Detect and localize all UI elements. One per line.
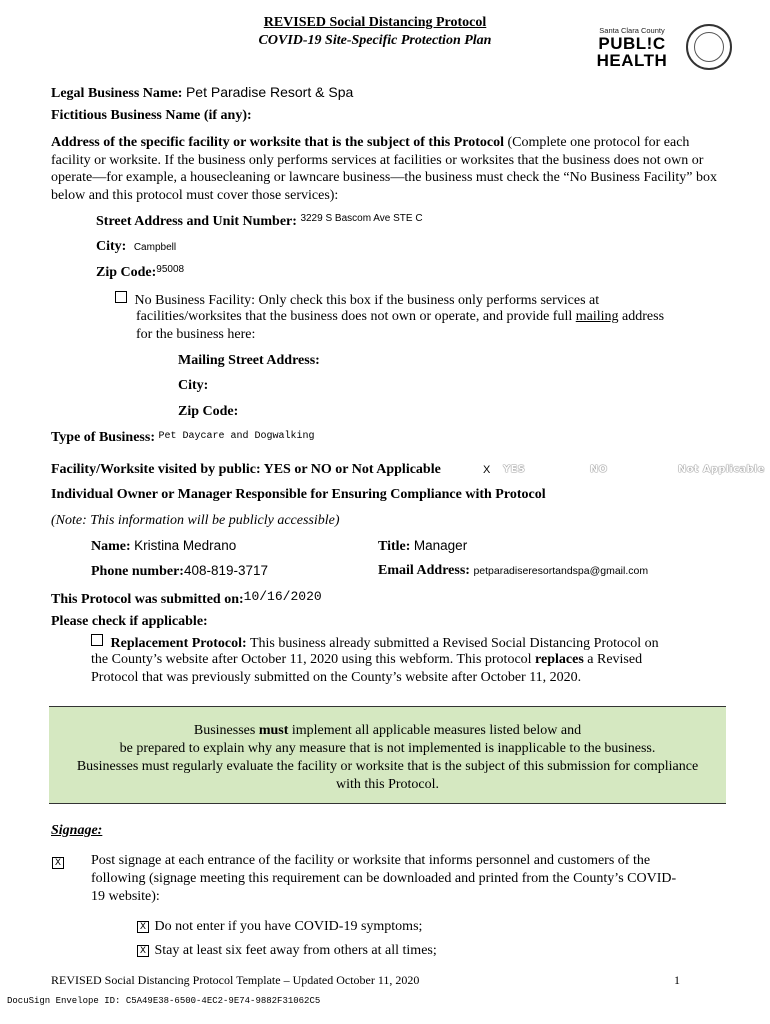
phone-value[interactable]: 408-819-3717 xyxy=(183,563,269,578)
compliance-notice xyxy=(49,706,726,804)
notice-line-4: with this Protocol. xyxy=(335,777,440,792)
replacement-text-2a: the County’s website after October 11, 2020 using this webform. This protocol xyxy=(91,652,536,667)
business-type-row xyxy=(51,430,315,446)
street-value[interactable]: 3229 S Bascom Ave STE C xyxy=(300,213,423,224)
email-label: Email Address: xyxy=(378,563,470,578)
docusign-envelope-id: DocuSign Envelope ID: C5A49E38-6500-4EC2-9E74-9882F31062C5 xyxy=(7,996,321,1006)
county-seal-icon xyxy=(686,24,732,70)
name-label: Name: xyxy=(91,539,131,554)
zip-label: Zip Code: xyxy=(96,265,157,280)
replacement-line-1 xyxy=(91,634,659,652)
notice-line-1a: Businesses xyxy=(193,723,259,738)
notice-line-3: Businesses must regularly evaluate the facility or worksite that is the subject of this submission for compliance xyxy=(76,759,699,774)
no-facility-text-3: for the business here: xyxy=(136,327,256,342)
submitted-row xyxy=(51,589,322,608)
signage-item-checkbox[interactable] xyxy=(52,855,64,871)
email-value[interactable]: petparadiseresortandspa@gmail.com xyxy=(473,565,649,577)
document-subtitle: COVID-19 Site-Specific Protection Plan xyxy=(258,33,492,48)
public-visit-mark[interactable]: X xyxy=(483,464,491,476)
mailing-city-label: City: xyxy=(178,378,209,393)
page-number: 1 xyxy=(674,973,680,987)
signage-heading: Signage: xyxy=(51,823,103,838)
no-facility-address: address xyxy=(618,309,665,324)
no-facility-mailing: mailing xyxy=(575,309,619,324)
replacement-checkbox[interactable] xyxy=(91,634,103,646)
street-row xyxy=(96,213,423,230)
signage-sub-1-text: Do not enter if you have COVID-19 symptoms; xyxy=(154,919,423,934)
check-applicable-label: Please check if applicable: xyxy=(51,614,208,629)
email-row xyxy=(378,563,648,579)
replacement-label: Replacement Protocol: xyxy=(110,636,247,651)
phone-label: Phone number: xyxy=(91,564,184,579)
zip-row xyxy=(96,264,184,281)
city-value[interactable]: Campbell xyxy=(133,242,177,253)
owner-heading: Individual Owner or Manager Responsible for Ensuring Compliance with Protocol xyxy=(51,487,546,502)
phone-row xyxy=(91,563,268,580)
submitted-label: This Protocol was submitted on: xyxy=(51,592,244,607)
notice-line-1 xyxy=(49,722,726,740)
address-instructions-text: (Complete one protocol for each facility or worksite. If the business only performs services at facilities or worksites that the business does not own or operate—for example, a housecleaning or lawncare business—the business must check the “No Business Facility” box below and this protocol must cover those services): xyxy=(51,135,717,203)
notice-line-2: be prepared to explain why any measure that is not implemented is inapplicable to the business. xyxy=(119,741,656,756)
fictitious-name-label: Fictitious Business Name (if any): xyxy=(51,108,252,123)
legal-name-value[interactable]: Pet Paradise Resort & Spa xyxy=(185,84,354,100)
no-facility-checkbox[interactable] xyxy=(115,291,127,303)
public-visit-label: Facility/Worksite visited by public: YES or NO or Not Applicable xyxy=(51,462,441,477)
city-row xyxy=(96,239,176,255)
title-value[interactable]: Manager xyxy=(413,538,468,553)
mailing-zip-label: Zip Code: xyxy=(178,404,239,419)
no-facility-line-2 xyxy=(136,309,664,325)
replacement-text-2b: replaces xyxy=(535,652,584,667)
logo-county-text: Santa Clara County xyxy=(599,26,665,35)
title-row xyxy=(378,538,467,555)
address-instructions xyxy=(51,134,731,204)
no-facility-line-1 xyxy=(115,291,599,309)
option-yes[interactable]: YES xyxy=(503,464,526,475)
public-health-logo xyxy=(592,27,672,71)
replacement-line-2 xyxy=(91,652,642,668)
signage-sub-2-checkbox[interactable]: X xyxy=(137,945,149,957)
name-row xyxy=(91,538,236,555)
option-no[interactable]: NO xyxy=(590,464,608,475)
logo-line-1: PUBL!C xyxy=(598,34,666,53)
street-label: Street Address and Unit Number: xyxy=(96,214,297,229)
address-instructions-bold: Address of the specific facility or worksite that is the subject of this Protocol xyxy=(51,135,504,150)
replacement-text-3: Protocol that was previously submitted on the County’s website after October 11, 2020. xyxy=(91,670,582,685)
public-note: (Note: This information will be publicly accessible) xyxy=(51,513,340,528)
logo-line-2: HEALTH xyxy=(596,51,668,70)
name-value[interactable]: Kristina Medrano xyxy=(134,538,237,553)
signage-sub-1-checkbox[interactable]: X xyxy=(137,921,149,933)
no-facility-text-2: facilities/worksites that the business does not own or operate, and provide full xyxy=(136,309,573,324)
option-not-applicable[interactable]: Not Applicable xyxy=(678,464,765,475)
submitted-value[interactable]: 10/16/2020 xyxy=(243,589,322,604)
title-label: Title: xyxy=(378,539,411,554)
signage-sub-item-1 xyxy=(137,919,422,935)
signage-item-line-1: Post signage at each entrance of the facility or worksite that informs personnel and customers of the xyxy=(91,853,651,868)
document-title: REVISED Social Distancing Protocol xyxy=(263,15,487,30)
business-type-label: Type of Business: xyxy=(51,430,155,445)
footer-text: REVISED Social Distancing Protocol Template – Updated October 11, 2020 xyxy=(51,973,420,987)
no-facility-text-1: No Business Facility: Only check this box if the business only performs services at xyxy=(134,293,600,308)
signage-sub-2-text: Stay at least six feet away from others at all times; xyxy=(154,943,437,958)
signage-item-mark: X xyxy=(52,857,64,869)
city-label: City: xyxy=(96,239,127,254)
zip-value[interactable]: 95008 xyxy=(156,264,185,275)
signage-sub-item-2 xyxy=(137,943,437,959)
legal-name-row xyxy=(51,84,353,102)
signage-item-line-2: following (signage meeting this requirement can be downloaded and printed from the County’s COVID- xyxy=(91,871,677,886)
replacement-text-2c: a Revised xyxy=(583,652,643,667)
replacement-text-1: This business already submitted a Revised Social Distancing Protocol on xyxy=(246,636,659,651)
notice-line-1b: must xyxy=(258,723,289,738)
signage-item-line-3: 19 website): xyxy=(91,889,160,904)
business-type-value[interactable]: Pet Daycare and Dogwalking xyxy=(158,431,315,442)
mailing-street-label: Mailing Street Address: xyxy=(178,353,320,368)
legal-name-label: Legal Business Name: xyxy=(51,86,183,101)
notice-line-1c: implement all applicable measures listed below and xyxy=(288,723,582,738)
